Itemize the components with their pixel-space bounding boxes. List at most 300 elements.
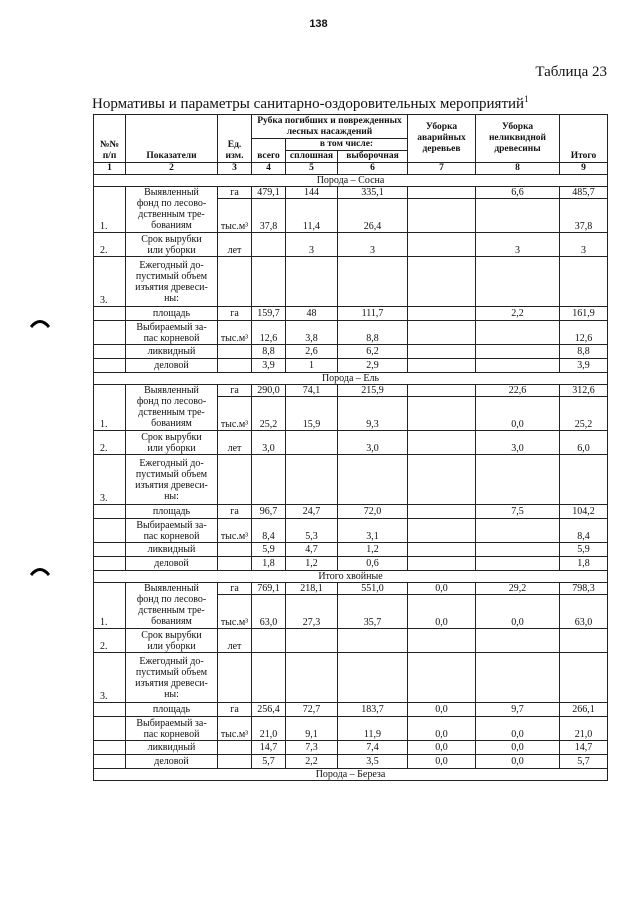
- title-footnote: 1: [524, 94, 529, 104]
- row-number: [94, 741, 126, 755]
- unit-cell: [218, 345, 252, 359]
- unit-cell: тыс.м³: [218, 321, 252, 345]
- cell-line: пас корневой: [143, 530, 200, 542]
- value-cell: [476, 321, 560, 345]
- value-cell: 11,9: [338, 717, 408, 741]
- value-cell: 161,9: [560, 307, 608, 321]
- unit-cell: [218, 543, 252, 557]
- value-cell: 25,2: [252, 397, 286, 431]
- header-select: выборочная: [338, 151, 408, 163]
- empty-cell: [476, 455, 560, 505]
- section-title-row: [94, 571, 608, 583]
- empty-cell: [560, 455, 608, 505]
- value-cell: [338, 629, 408, 653]
- value-cell: 6,6: [476, 187, 560, 199]
- row-number: 1.: [94, 583, 126, 629]
- cell-line: ны:: [164, 490, 179, 502]
- empty-cell: [218, 455, 252, 505]
- indicator-label: [126, 257, 218, 307]
- cell-line: дственным тре-: [138, 407, 205, 418]
- value-cell: 1,8: [252, 557, 286, 571]
- unit-cell: лет: [218, 233, 252, 257]
- value-cell: 25,2: [560, 397, 608, 431]
- cell-line: фонд по лесово-: [136, 396, 207, 407]
- value-cell: 8,8: [560, 345, 608, 359]
- value-cell: 3,9: [252, 359, 286, 373]
- table-row: [94, 653, 608, 703]
- cell-line: Ежегодный до-: [139, 259, 204, 271]
- cell-line: бованиям: [151, 616, 192, 627]
- unit-cell: га: [218, 703, 252, 717]
- value-cell: 1,2: [338, 543, 408, 557]
- value-cell: 335,1: [338, 187, 408, 199]
- value-cell: 1,2: [286, 557, 338, 571]
- unit-cell: га: [218, 385, 252, 397]
- value-cell: 769,1: [252, 583, 286, 595]
- indicator-label: площадь: [126, 307, 218, 321]
- empty-cell: [408, 653, 476, 703]
- value-cell: 479,1: [252, 187, 286, 199]
- value-cell: [408, 233, 476, 257]
- value-cell: 266,1: [560, 703, 608, 717]
- scan-mark: [30, 318, 50, 328]
- indicator-label: [126, 385, 218, 431]
- value-cell: 5,9: [560, 543, 608, 557]
- empty-cell: [252, 455, 286, 505]
- cell-line: Выбираемый за-: [136, 717, 207, 729]
- value-cell: 2,2: [286, 755, 338, 769]
- value-cell: [476, 543, 560, 557]
- empty-cell: [252, 257, 286, 307]
- empty-cell: [476, 653, 560, 703]
- value-cell: 2,9: [338, 359, 408, 373]
- row-number: [94, 755, 126, 769]
- value-cell: 8,8: [338, 321, 408, 345]
- cell-line: изъятия древеси-: [135, 281, 208, 293]
- value-cell: 3: [476, 233, 560, 257]
- header-cut-group: Рубка погибших и поврежденных лесных насаждений: [252, 115, 408, 139]
- value-cell: 37,8: [252, 199, 286, 233]
- indicator-label: площадь: [126, 703, 218, 717]
- col-num: 5: [286, 163, 338, 175]
- cell-line: изъятия древеси-: [135, 677, 208, 689]
- indicator-label: [126, 519, 218, 543]
- row-number: 2.: [94, 431, 126, 455]
- value-cell: [408, 359, 476, 373]
- value-cell: 8,8: [252, 345, 286, 359]
- value-cell: [408, 199, 476, 233]
- empty-cell: [338, 455, 408, 505]
- value-cell: 0,0: [476, 397, 560, 431]
- scan-mark: [30, 566, 50, 576]
- value-cell: 0,0: [476, 741, 560, 755]
- section-title-row: [94, 175, 608, 187]
- page-number: 138: [309, 18, 328, 30]
- section-title-row: [94, 373, 608, 385]
- row-number: 3.: [94, 257, 126, 307]
- cell-line: дственным тре-: [138, 605, 205, 616]
- value-cell: 9,1: [286, 717, 338, 741]
- value-cell: [476, 519, 560, 543]
- value-cell: 14,7: [252, 741, 286, 755]
- unit-cell: [218, 755, 252, 769]
- unit-cell: [218, 557, 252, 571]
- row-number: [94, 717, 126, 741]
- value-cell: [252, 233, 286, 257]
- unit-cell: га: [218, 187, 252, 199]
- header-no: №№ п/п: [94, 115, 126, 163]
- unit-cell: лет: [218, 431, 252, 455]
- table-row: [94, 703, 608, 717]
- row-number: 1.: [94, 187, 126, 233]
- value-cell: [560, 629, 608, 653]
- indicator-label: [126, 583, 218, 629]
- value-cell: [476, 345, 560, 359]
- value-cell: 1: [286, 359, 338, 373]
- value-cell: 35,7: [338, 595, 408, 629]
- header-indicator: Показатели: [126, 115, 218, 163]
- cell-line: Срок вырубки: [141, 233, 202, 245]
- value-cell: [286, 431, 338, 455]
- table-row: [94, 741, 608, 755]
- col-num: 4: [252, 163, 286, 175]
- value-cell: 7,3: [286, 741, 338, 755]
- cell-line: пустимый объем: [135, 270, 208, 282]
- value-cell: 12,6: [560, 321, 608, 345]
- value-cell: 24,7: [286, 505, 338, 519]
- value-cell: 74,1: [286, 385, 338, 397]
- indicator-label: [126, 431, 218, 455]
- value-cell: [476, 629, 560, 653]
- value-cell: 290,0: [252, 385, 286, 397]
- value-cell: 2,6: [286, 345, 338, 359]
- value-cell: 96,7: [252, 505, 286, 519]
- table-row: [94, 321, 608, 345]
- row-number: [94, 307, 126, 321]
- indicator-label: ликвидный: [126, 543, 218, 557]
- value-cell: 9,7: [476, 703, 560, 717]
- value-cell: [476, 199, 560, 233]
- table-row: [94, 505, 608, 519]
- row-number: [94, 321, 126, 345]
- value-cell: 0,0: [476, 717, 560, 741]
- table-row: [94, 359, 608, 373]
- cell-line: пустимый объем: [135, 666, 208, 678]
- value-cell: [286, 629, 338, 653]
- cell-line: или уборки: [147, 640, 196, 652]
- value-cell: 29,2: [476, 583, 560, 595]
- table-row: [94, 233, 608, 257]
- cell-line: дственным тре-: [138, 209, 205, 220]
- col-num: 1: [94, 163, 126, 175]
- value-cell: 3,8: [286, 321, 338, 345]
- indicator-label: деловой: [126, 359, 218, 373]
- column-numbers-row: [94, 163, 608, 175]
- value-cell: 104,2: [560, 505, 608, 519]
- value-cell: 551,0: [338, 583, 408, 595]
- empty-cell: [286, 653, 338, 703]
- indicator-label: [126, 455, 218, 505]
- row-number: 3.: [94, 653, 126, 703]
- row-number: [94, 519, 126, 543]
- value-cell: 3,0: [476, 431, 560, 455]
- value-cell: 3,9: [560, 359, 608, 373]
- value-cell: 485,7: [560, 187, 608, 199]
- indicator-label: [126, 629, 218, 653]
- row-number: [94, 505, 126, 519]
- value-cell: 48: [286, 307, 338, 321]
- value-cell: [408, 385, 476, 397]
- value-cell: 3: [286, 233, 338, 257]
- value-cell: 183,7: [338, 703, 408, 717]
- empty-cell: [476, 257, 560, 307]
- value-cell: 3: [338, 233, 408, 257]
- row-number: 2.: [94, 233, 126, 257]
- section-title: Порода – Ель: [94, 373, 608, 385]
- value-cell: 0,0: [408, 755, 476, 769]
- value-cell: 7,5: [476, 505, 560, 519]
- value-cell: 2,2: [476, 307, 560, 321]
- value-cell: 21,0: [252, 717, 286, 741]
- empty-cell: [252, 653, 286, 703]
- value-cell: 159,7: [252, 307, 286, 321]
- cell-line: или уборки: [147, 244, 196, 256]
- value-cell: 37,8: [560, 199, 608, 233]
- value-cell: [408, 307, 476, 321]
- row-number: [94, 557, 126, 571]
- value-cell: 3,1: [338, 519, 408, 543]
- value-cell: 0,0: [408, 717, 476, 741]
- indicator-label: ликвидный: [126, 345, 218, 359]
- value-cell: 3,5: [338, 755, 408, 769]
- header-illiquid: Уборка неликвидной древесины: [476, 115, 560, 163]
- table-row: [94, 257, 608, 307]
- value-cell: [408, 505, 476, 519]
- value-cell: 9,3: [338, 397, 408, 431]
- value-cell: 0,0: [476, 595, 560, 629]
- value-cell: 0,0: [408, 741, 476, 755]
- value-cell: 0,0: [476, 755, 560, 769]
- cell-line: Ежегодный до-: [139, 457, 204, 469]
- indicator-label: [126, 233, 218, 257]
- cell-line: пустимый объем: [135, 468, 208, 480]
- empty-cell: [338, 653, 408, 703]
- value-cell: 11,4: [286, 199, 338, 233]
- cell-line: ны:: [164, 292, 179, 304]
- value-cell: 312,6: [560, 385, 608, 397]
- value-cell: [476, 359, 560, 373]
- unit-cell: тыс.м³: [218, 595, 252, 629]
- value-cell: 12,6: [252, 321, 286, 345]
- cell-line: Выбираемый за-: [136, 519, 207, 531]
- row-number: [94, 703, 126, 717]
- header-sum: Итого: [560, 115, 608, 163]
- table-row: [94, 557, 608, 571]
- value-cell: [408, 557, 476, 571]
- value-cell: [408, 629, 476, 653]
- value-cell: 63,0: [252, 595, 286, 629]
- indicator-label: [126, 653, 218, 703]
- section-title: Порода – Сосна: [94, 175, 608, 187]
- value-cell: 22,6: [476, 385, 560, 397]
- header-unit: Ед. изм.: [218, 115, 252, 163]
- section-title: Порода – Береза: [94, 769, 608, 781]
- table-row: [94, 455, 608, 505]
- value-cell: 0,6: [338, 557, 408, 571]
- indicator-label: площадь: [126, 505, 218, 519]
- value-cell: [408, 187, 476, 199]
- empty-cell: [560, 257, 608, 307]
- value-cell: 72,0: [338, 505, 408, 519]
- value-cell: 5,3: [286, 519, 338, 543]
- cell-line: бованиям: [151, 418, 192, 429]
- value-cell: 144: [286, 187, 338, 199]
- value-cell: 5,7: [252, 755, 286, 769]
- table-row: [94, 629, 608, 653]
- row-number: [94, 345, 126, 359]
- indicator-label: [126, 321, 218, 345]
- value-cell: 63,0: [560, 595, 608, 629]
- header-clear: сплошная: [286, 151, 338, 163]
- value-cell: 1,8: [560, 557, 608, 571]
- value-cell: 5,7: [560, 755, 608, 769]
- empty-cell: [286, 257, 338, 307]
- value-cell: [476, 557, 560, 571]
- indicator-label: [126, 717, 218, 741]
- unit-cell: [218, 359, 252, 373]
- value-cell: 27,3: [286, 595, 338, 629]
- value-cell: 21,0: [560, 717, 608, 741]
- empty-cell: [218, 653, 252, 703]
- table-title: [92, 94, 529, 113]
- empty-cell: [286, 455, 338, 505]
- cell-line: Выбираемый за-: [136, 321, 207, 333]
- empty-cell: [408, 257, 476, 307]
- cell-line: Ежегодный до-: [139, 655, 204, 667]
- value-cell: [408, 345, 476, 359]
- cell-line: пас корневой: [143, 332, 200, 344]
- cell-line: Срок вырубки: [141, 431, 202, 443]
- col-num: 8: [476, 163, 560, 175]
- unit-cell: тыс.м³: [218, 717, 252, 741]
- value-cell: [408, 321, 476, 345]
- value-cell: 111,7: [338, 307, 408, 321]
- value-cell: 6,0: [560, 431, 608, 455]
- table-row: [94, 583, 608, 595]
- section-title: Итого хвойные: [94, 571, 608, 583]
- section-title-row: [94, 769, 608, 781]
- table-title-text: Нормативы и параметры санитарно-оздоровительных мероприятий: [92, 96, 525, 112]
- table-row: [94, 717, 608, 741]
- header-incl: в том числе:: [286, 139, 408, 151]
- value-cell: [408, 543, 476, 557]
- table-row: [94, 187, 608, 199]
- unit-cell: [218, 741, 252, 755]
- table-body: [94, 115, 608, 781]
- cell-line: или уборки: [147, 442, 196, 454]
- table-row: [94, 543, 608, 557]
- unit-cell: тыс.м³: [218, 199, 252, 233]
- value-cell: 3,0: [252, 431, 286, 455]
- norms-table: [93, 114, 608, 781]
- value-cell: 7,4: [338, 741, 408, 755]
- unit-cell: лет: [218, 629, 252, 653]
- value-cell: [252, 629, 286, 653]
- unit-cell: га: [218, 583, 252, 595]
- col-num: 7: [408, 163, 476, 175]
- col-num: 3: [218, 163, 252, 175]
- indicator-label: деловой: [126, 557, 218, 571]
- value-cell: [408, 519, 476, 543]
- header-total: всего: [252, 139, 286, 163]
- value-cell: 215,9: [338, 385, 408, 397]
- col-num: 6: [338, 163, 408, 175]
- empty-cell: [560, 653, 608, 703]
- cell-line: ны:: [164, 688, 179, 700]
- empty-cell: [408, 455, 476, 505]
- cell-line: Выявленный: [144, 385, 199, 396]
- cell-line: бованиям: [151, 220, 192, 231]
- table-row: [94, 431, 608, 455]
- value-cell: [408, 397, 476, 431]
- indicator-label: ликвидный: [126, 741, 218, 755]
- value-cell: 798,3: [560, 583, 608, 595]
- cell-line: пас корневой: [143, 728, 200, 740]
- unit-cell: тыс.м³: [218, 519, 252, 543]
- value-cell: 0,0: [408, 595, 476, 629]
- value-cell: 6,2: [338, 345, 408, 359]
- value-cell: [408, 431, 476, 455]
- value-cell: 8,4: [252, 519, 286, 543]
- value-cell: 8,4: [560, 519, 608, 543]
- col-num: 2: [126, 163, 218, 175]
- table-row: [94, 385, 608, 397]
- table-row: [94, 519, 608, 543]
- value-cell: 218,1: [286, 583, 338, 595]
- cell-line: фонд по лесово-: [136, 594, 207, 605]
- table-label: Таблица 23: [535, 64, 607, 80]
- row-number: 2.: [94, 629, 126, 653]
- value-cell: 4,7: [286, 543, 338, 557]
- value-cell: 15,9: [286, 397, 338, 431]
- value-cell: 3: [560, 233, 608, 257]
- value-cell: 0,0: [408, 583, 476, 595]
- table-row: [94, 345, 608, 359]
- unit-cell: тыс.м³: [218, 397, 252, 431]
- table-row: [94, 755, 608, 769]
- empty-cell: [338, 257, 408, 307]
- empty-cell: [218, 257, 252, 307]
- unit-cell: га: [218, 505, 252, 519]
- cell-line: фонд по лесово-: [136, 198, 207, 209]
- row-number: [94, 359, 126, 373]
- table-row: [94, 307, 608, 321]
- value-cell: 256,4: [252, 703, 286, 717]
- indicator-label: деловой: [126, 755, 218, 769]
- indicator-label: [126, 187, 218, 233]
- value-cell: 0,0: [408, 703, 476, 717]
- value-cell: 72,7: [286, 703, 338, 717]
- cell-line: Срок вырубки: [141, 629, 202, 641]
- col-num: 9: [560, 163, 608, 175]
- value-cell: 5,9: [252, 543, 286, 557]
- row-number: 3.: [94, 455, 126, 505]
- header-emergency: Уборка аварийных деревьев: [408, 115, 476, 163]
- value-cell: 26,4: [338, 199, 408, 233]
- row-number: [94, 543, 126, 557]
- cell-line: изъятия древеси-: [135, 479, 208, 491]
- cell-line: Выявленный: [144, 187, 199, 198]
